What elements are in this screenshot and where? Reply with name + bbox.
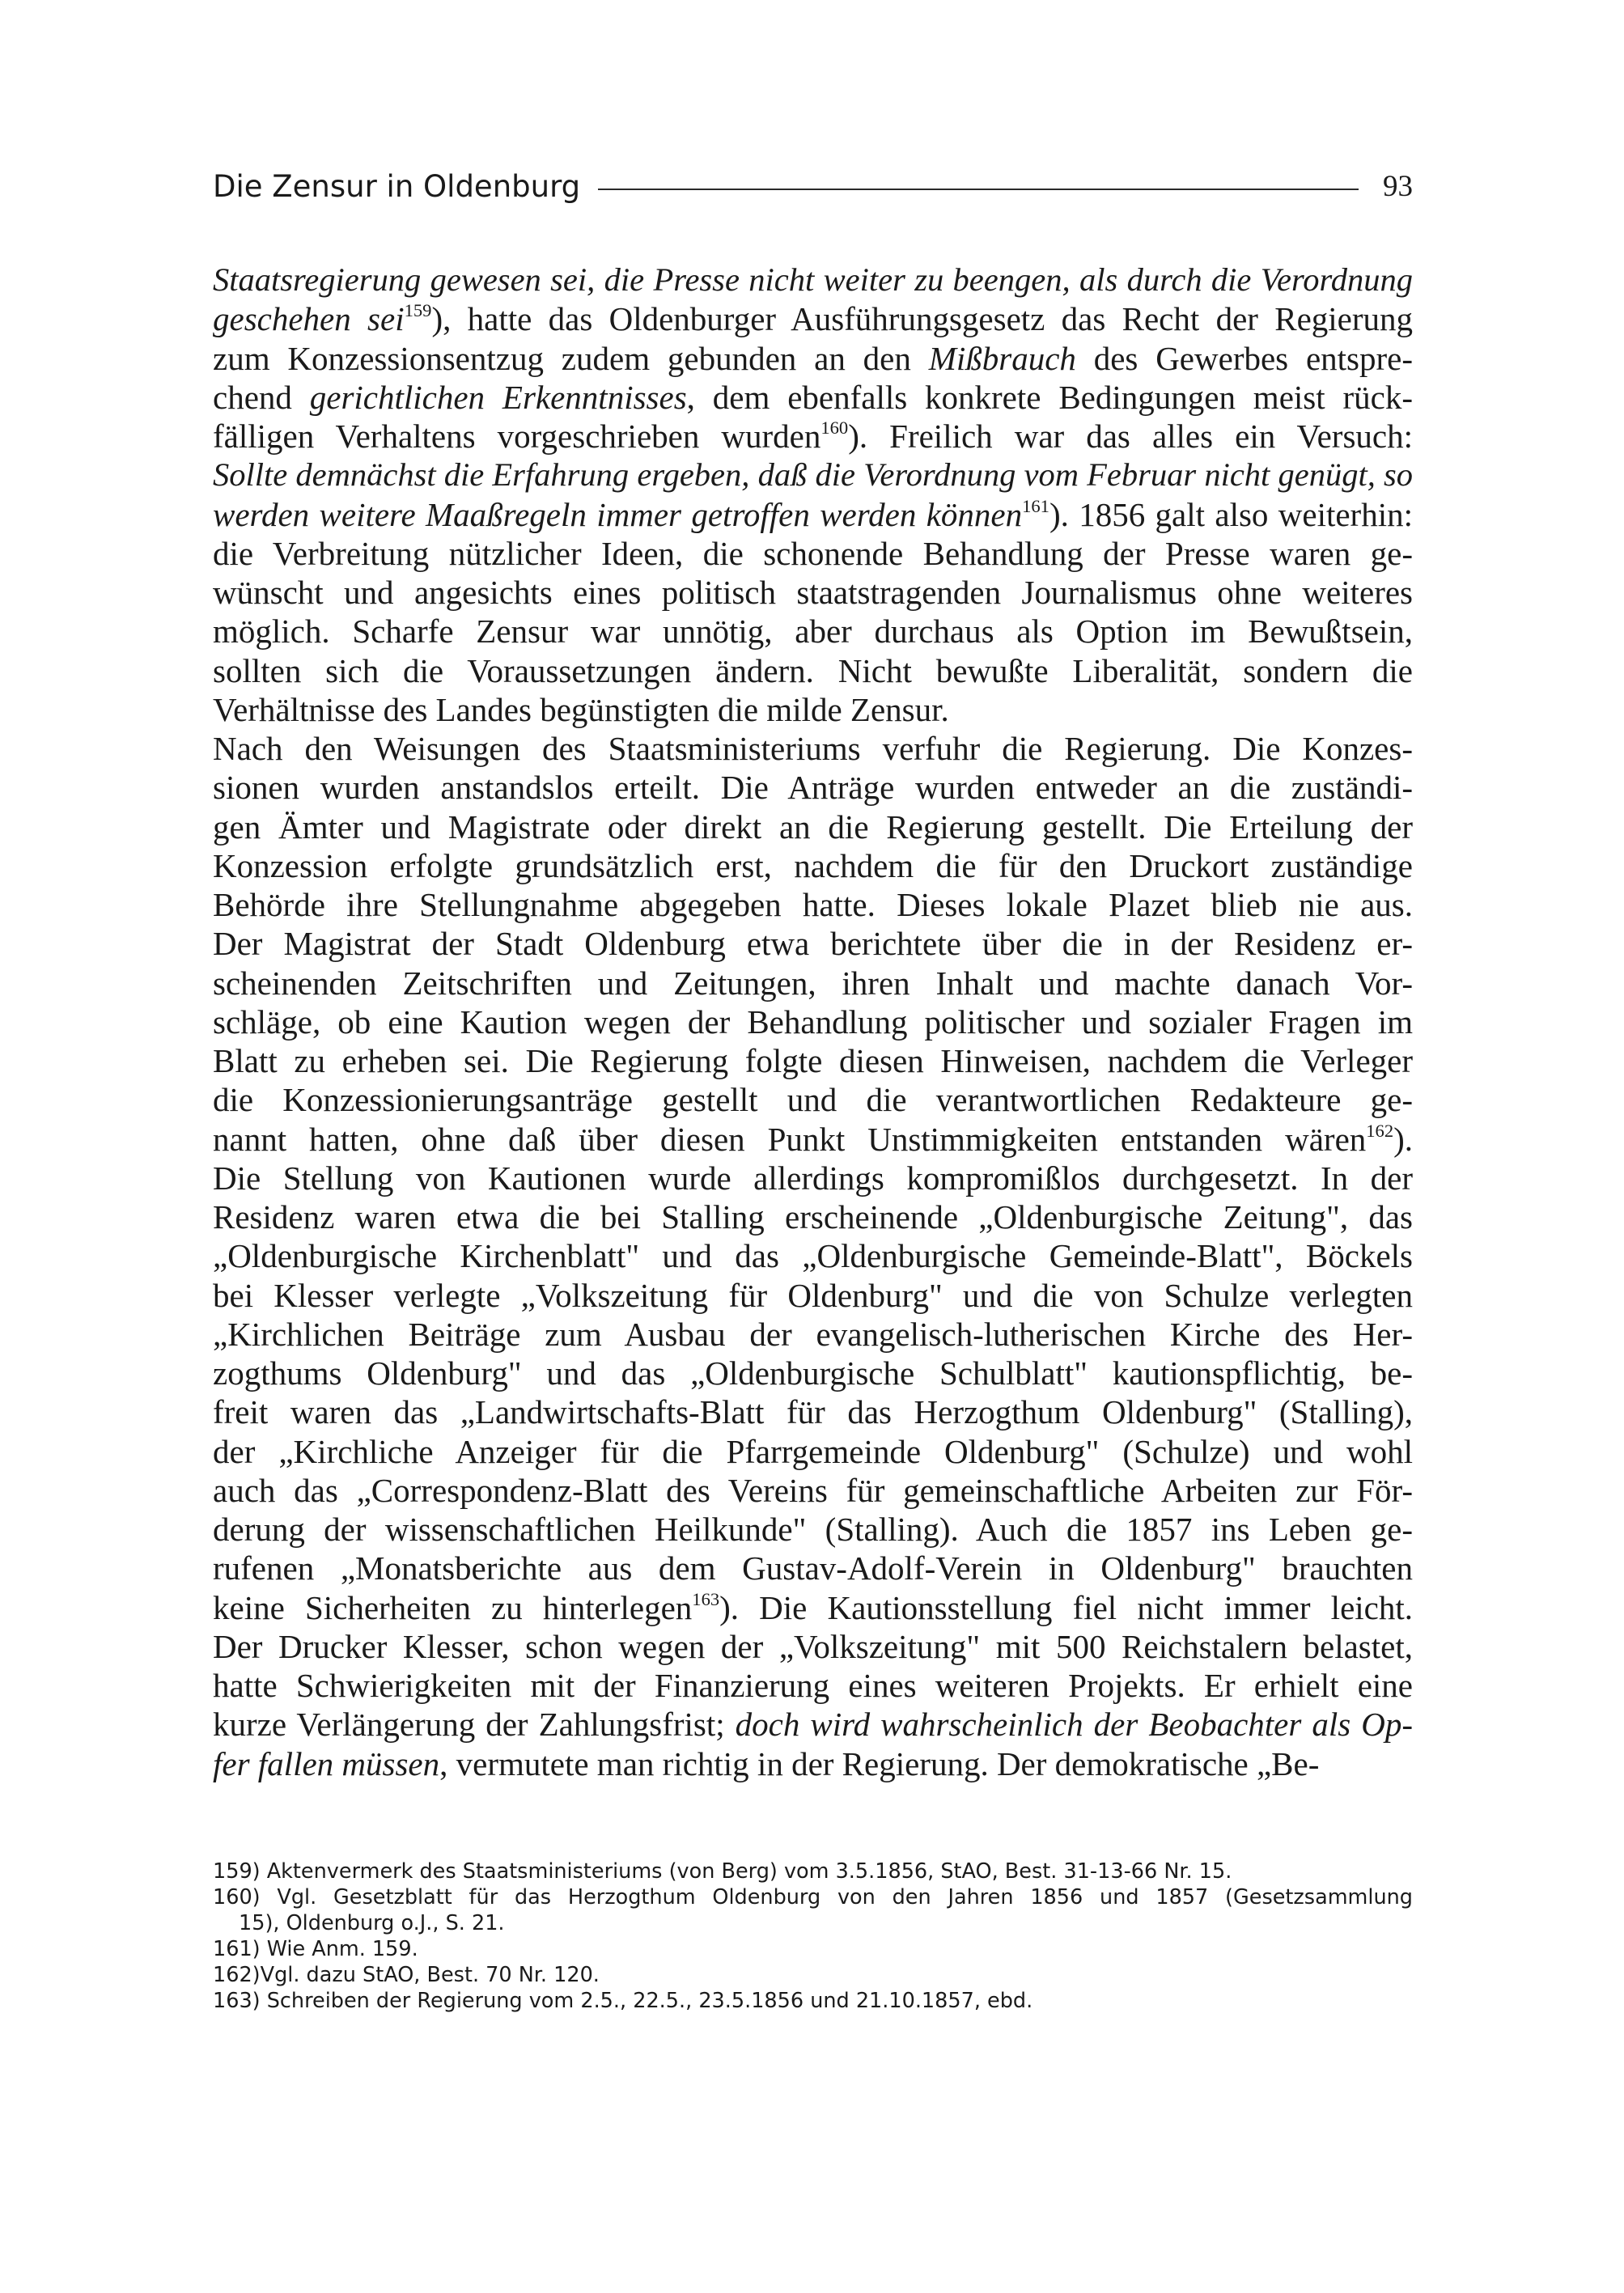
text-run: wünscht und angesichts eines politisch staatstragenden Journalismus ohne weiteres <box>213 574 1413 611</box>
text-run: Konzession erfolgte grundsätzlich erst, nachdem die für den Druckort zuständige <box>213 846 1413 884</box>
italic-text: Staatsregierung gewesen sei, die Presse nicht weiter zu beengen, als durch die Verordnung <box>213 261 1413 298</box>
text-run: Der Magistrat der Stadt Oldenburg etwa berichtete über die in der Residenz er- <box>213 925 1413 963</box>
text-run: sollten sich die Voraussetzungen ändern. Nicht bewußte Liberalität, sondern die <box>213 651 1413 689</box>
text-line <box>213 612 1413 651</box>
footnotes <box>213 1859 1413 2014</box>
text-run: Verhältnisse des Landes begünstigten die milde Zensur. <box>213 690 949 728</box>
text-run: „Kirchlichen Beiträge zum Ausbau der evangelisch-lutherischen Kirche des Her- <box>213 1315 1413 1353</box>
text-line <box>213 690 1413 729</box>
italic-text: geschehen sei <box>213 300 405 338</box>
text-line <box>213 1666 1413 1705</box>
text-line <box>213 1276 1413 1315</box>
text-line <box>213 1627 1413 1666</box>
text-line <box>213 261 1413 299</box>
text-run: ). Freilich war das alles ein Versuch: <box>848 417 1413 455</box>
text-line <box>213 807 1413 846</box>
text-run: kurze Verlängerung der Zahlungsfrist; <box>213 1706 736 1744</box>
italic-text: fer fallen müssen <box>213 1744 440 1782</box>
text-line <box>213 1588 1413 1627</box>
header-rule <box>598 189 1359 190</box>
text-run: keine Sicherheiten zu hinterlegen <box>213 1588 693 1626</box>
text-line <box>213 964 1413 1002</box>
text-line <box>213 1197 1413 1236</box>
text-run: sionen wurden anstandslos erteilt. Die Anträge wurden entweder an die zuständi- <box>213 769 1413 807</box>
text-run: zum Konzessionsentzug zudem gebunden an den <box>213 339 929 377</box>
text-line <box>213 1120 1413 1159</box>
text-line <box>213 1236 1413 1275</box>
text-run: , dem ebenfalls konkrete Bedingungen meist rück- <box>686 378 1413 416</box>
text-line <box>213 651 1413 690</box>
text-run: schläge, ob eine Kaution wegen der Behandlung politischer und sozialer Fragen im <box>213 1002 1413 1041</box>
text-run: scheinenden Zeitschriften und Zeitungen, ihren Inhalt und machte danach Vor- <box>213 964 1413 1002</box>
text-line <box>213 924 1413 963</box>
text-line <box>213 339 1413 378</box>
footnote-162: 162)Vgl. dazu StAO, Best. 70 Nr. 120. <box>213 1963 600 1987</box>
text-run: möglich. Scharfe Zensur war unnötig, aber durchaus als Option im Bewußtsein, <box>213 612 1413 651</box>
text-run: freit waren das „Landwirtschafts-Blatt für das Herzogthum Oldenburg" (Stalling), <box>213 1393 1413 1431</box>
text-run: Behörde ihre Stellungnahme abgegeben hatte. Dieses lokale Plazet blieb nie aus. <box>213 886 1413 923</box>
text-run: zogthums Oldenburg" und das „Oldenburgische Schulblatt" kautionspflichtig, be- <box>213 1354 1413 1392</box>
text-run: Die Stellung von Kautionen wurde allerdings kompromißlos durchgesetzt. In der <box>213 1159 1413 1197</box>
text-line <box>213 1432 1413 1471</box>
italic-text: Sollte demnächst die Erfahrung ergeben, daß die Verordnung vom Februar nicht genügt, so <box>213 456 1413 494</box>
text-run: der „Kirchliche Anzeiger für die Pfarrgemeinde Oldenburg" (Schulze) und wohl <box>213 1432 1413 1470</box>
footnote-159: 159) Aktenvermerk des Staatsministeriums (von Berg) vom 3.5.1856, StAO, Best. 31-13-66 Nr. 15. <box>213 1859 1232 1884</box>
text-run: ), hatte das Oldenburger Ausführungsgesetz das Recht der Regierung <box>431 300 1414 338</box>
text-line <box>213 1705 1413 1744</box>
text-run: fälligen Verhaltens vorgeschrieben wurden <box>213 417 821 455</box>
italic-text: doch wird wahrscheinlich der Beobachter als Op- <box>735 1706 1413 1744</box>
text-line <box>213 573 1413 612</box>
text-run: Residenz waren etwa die bei Stalling erscheinende „Oldenburgische Zeitung", das <box>213 1198 1413 1236</box>
italic-text: Mißbrauch <box>928 339 1076 377</box>
text-line <box>213 1549 1413 1587</box>
text-line <box>213 1159 1413 1197</box>
text-run: nannt hatten, ohne daß über diesen Punkt Unstimmigkeiten entstanden wären <box>213 1120 1367 1158</box>
footnote-161: 161) Wie Anm. 159. <box>213 1937 418 1961</box>
text-line <box>213 417 1413 456</box>
text-line <box>213 1354 1413 1392</box>
text-line <box>213 299 1413 338</box>
text-run: gen Ämter und Magistrate oder direkt an die Regierung gestellt. Die Erteilung der <box>213 807 1413 846</box>
text-line <box>213 1471 1413 1510</box>
text-line <box>213 729 1413 768</box>
text-run: , vermutete man richtig in der Regierung. Der demokratische „Be- <box>439 1744 1320 1782</box>
text-line <box>213 1002 1413 1041</box>
italic-text: gerichtlichen Erkenntnisses <box>309 378 687 416</box>
text-line <box>213 1041 1413 1080</box>
footnote-ref: 162 <box>1366 1120 1394 1141</box>
text-run: Blatt zu erheben sei. Die Regierung folgte diesen Hinweisen, nachdem die Verleger <box>213 1042 1413 1079</box>
text-run: rufenen „Monatsberichte aus dem Gustav-Adolf-Verein in Oldenburg" brauchten <box>213 1549 1413 1587</box>
text-line <box>213 768 1413 807</box>
text-run: ). Die Kautionsstellung fiel nicht immer leicht. <box>719 1588 1413 1626</box>
text-run: Nach den Weisungen des Staatsministeriums verfuhr die Regierung. Die Konzes- <box>213 730 1413 767</box>
text-line <box>213 378 1413 417</box>
text-run: chend <box>213 378 310 416</box>
text-run: die Verbreitung nützlicher Ideen, die schonende Behandlung der Presse waren ge- <box>213 534 1413 572</box>
text-run: auch das „Correspondenz-Blatt des Vereins für gemeinschaftliche Arbeiten zur För- <box>213 1471 1413 1509</box>
text-run: ). 1856 galt also weiterhin: <box>1049 495 1413 533</box>
text-line <box>213 456 1413 494</box>
text-line <box>213 1315 1413 1354</box>
text-run: „Oldenburgische Kirchenblatt" und das „Oldenburgische Gemeinde-Blatt", Böckels <box>213 1237 1413 1275</box>
footnote-160-continued: 15), Oldenburg o.J., S. 21. <box>239 1911 505 1935</box>
text-run: die Konzessionierungsanträge gestellt und die verantwortlichen Redakteure ge- <box>213 1081 1413 1119</box>
text-line <box>213 1080 1413 1119</box>
italic-text: werden weitere Maaßregeln immer getroffen werden können <box>213 495 1023 533</box>
text-line <box>213 1392 1413 1431</box>
text-run: bei Klesser verlegte „Volkszeitung für Oldenburg" und die von Schulze verlegten <box>213 1276 1413 1314</box>
text-line <box>213 1510 1413 1549</box>
text-line <box>213 846 1413 885</box>
text-run: Der Drucker Klesser, schon wegen der „Volkszeitung" mit 500 Reichstalern belastet, <box>213 1627 1413 1665</box>
running-title: Die Zensur in Oldenburg <box>213 168 581 204</box>
footnote-ref: 163 <box>692 1588 720 1609</box>
text-run: derung der wissenschaftlichen Heilkunde" (Stalling). Auch die 1857 ins Leben ge- <box>213 1511 1413 1548</box>
footnote-160: 160) Vgl. Gesetzblatt für das Herzogthum Oldenburg von den Jahren 1856 und 1857 (Gesetzsammlung <box>213 1885 1413 1909</box>
text-line <box>213 495 1413 534</box>
running-header <box>213 162 1413 210</box>
text-line <box>213 885 1413 924</box>
text-run: hatte Schwierigkeiten mit der Finanzierung eines weiteren Projekts. Er erhielt eine <box>213 1667 1413 1704</box>
text-run: ). <box>1393 1120 1413 1158</box>
footnote-163: 163) Schreiben der Regierung vom 2.5., 22.5., 23.5.1856 und 21.10.1857, ebd. <box>213 1989 1033 2013</box>
footnote-ref: 161 <box>1022 495 1049 516</box>
text-line <box>213 534 1413 573</box>
footnote-ref: 159 <box>404 300 432 321</box>
footnote-ref: 160 <box>820 417 849 439</box>
text-run: des Gewerbes entspre- <box>1075 339 1413 377</box>
page-number: 93 <box>1383 169 1413 203</box>
text-line <box>213 1744 1413 1783</box>
main-text <box>213 261 1413 1783</box>
